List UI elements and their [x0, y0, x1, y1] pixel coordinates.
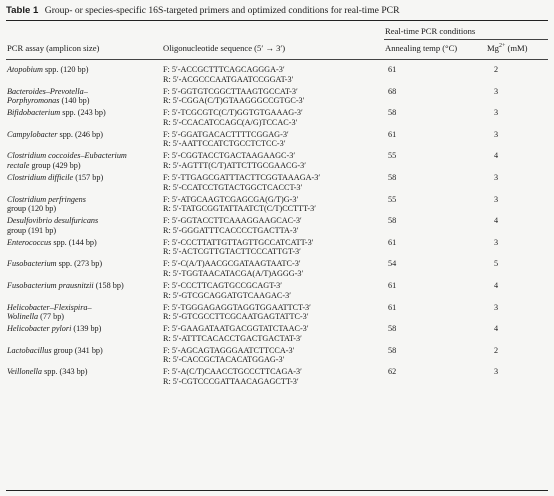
annealing-temp-cell: 54 — [388, 259, 397, 269]
assay-line — [7, 324, 101, 334]
assay-line — [7, 87, 89, 97]
sequence-cell — [163, 87, 304, 106]
mg-column-header: $Mg^{2+}$ (mM) — [487, 43, 528, 53]
organism-name: Helicobacter pylori — [7, 324, 72, 334]
amplicon-size: spp. (343 bp) — [42, 367, 88, 377]
forward-primer: F: 5′-CCCTTCAGTGCCGCAGT-3′ — [163, 280, 283, 290]
assay-cell — [7, 195, 86, 214]
reverse-primer: R: 5′-ACGCCCAATGAATCCGGAT-3′ — [163, 74, 294, 84]
mg-concentration-cell: 4 — [494, 216, 499, 226]
mg-concentration-cell: 3 — [494, 302, 499, 312]
table-caption — [6, 4, 548, 17]
amplicon-size: (77 bp) — [38, 312, 65, 322]
assay-cell — [7, 130, 103, 140]
amplicon-size: (139 bp) — [71, 324, 102, 334]
reverse-primer: R: 5′-TATGCGGTATTAATCT(C/T)CCTTT-3′ — [163, 204, 316, 214]
amplicon-size: spp. (273 bp) — [56, 259, 103, 269]
mg-concentration-cell: 4 — [494, 324, 499, 334]
sequence-cell — [163, 259, 303, 278]
table-row — [6, 281, 548, 303]
forward-primer: F: 5′-AGCAGTAGGGAATCTTCCA-3′ — [163, 345, 295, 355]
table-row — [6, 151, 548, 173]
table-row — [6, 173, 548, 195]
assay-line — [7, 259, 102, 269]
annealing-temp-cell: 58 — [388, 108, 397, 118]
annealing-temp-cell: 61 — [388, 302, 397, 312]
amplicon-size: group (191 bp) — [7, 225, 57, 235]
reverse-primer: R: 5′-GTCGCCTTCGCAATGAGTATTC-3′ — [163, 312, 309, 322]
mg-concentration-cell: 3 — [494, 129, 499, 139]
table-row — [6, 367, 548, 389]
table-row — [6, 259, 548, 281]
organism-name: Clostridium perfringens — [7, 194, 86, 204]
annealing-temp-cell: 61 — [388, 65, 397, 74]
sequence-cell — [163, 173, 320, 192]
bottom-rule — [6, 490, 548, 491]
assay-line — [7, 65, 88, 75]
annealing-temp-cell: 62 — [388, 367, 397, 377]
assay-cell — [7, 173, 103, 183]
assay-cell — [7, 65, 88, 75]
reverse-primer: R: 5′-TGGTAACATACGA(A/T)AGGG-3′ — [163, 268, 304, 278]
assay-line — [7, 173, 103, 183]
assay-cell — [7, 87, 89, 106]
mg-concentration-cell: 3 — [494, 237, 499, 247]
annealing-column-header: Annealing temp (°C) — [385, 43, 458, 53]
amplicon-size: spp. (120 bp) — [42, 65, 89, 74]
sequence-column-header: Oligonucleotide sequence (5′ → 3′) — [163, 43, 286, 53]
organism-name: Fusobacterium prausnitzii — [7, 280, 94, 290]
annealing-temp-cell: 55 — [388, 194, 397, 204]
annealing-temp-cell: 61 — [388, 237, 397, 247]
reverse-primer: R: 5′-ACTCGTTGTACTTCCCATTGT-3′ — [163, 247, 301, 257]
annealing-temp-cell: 58 — [388, 172, 397, 182]
reverse-primer: R: 5′-AGTTT(C/T)ATTCTTGCGAACG-3′ — [163, 160, 306, 170]
annealing-temp-cell: 61 — [388, 129, 397, 139]
assay-line — [7, 238, 97, 248]
sequence-cell — [163, 195, 316, 214]
assay-line — [7, 226, 98, 236]
sequence-cell — [163, 346, 294, 365]
reverse-primer: R: 5′-GTCGCAGGATGTCAAGAC-3′ — [163, 290, 291, 300]
forward-primer: F: 5′-TGGGAGAGGTAGGTGGAATTCT-3′ — [163, 302, 311, 312]
organism-name: Helicobacter–Flexispira– — [7, 302, 92, 312]
organism-name: Clostridium coccoides–Eubacterium — [7, 151, 127, 161]
table-row — [6, 216, 548, 238]
reverse-primer: R: 5′-CCATCCTGTACTGGCTCACCT-3′ — [163, 182, 303, 192]
table-row — [6, 324, 548, 346]
mg-concentration-cell: 3 — [494, 86, 499, 96]
sequence-cell — [163, 238, 313, 257]
mg-concentration-cell: 5 — [494, 259, 499, 269]
mg-concentration-cell: 3 — [494, 172, 499, 182]
reverse-primer: R: 5′-CCACATCCAGC(A/G)TCCAC-3′ — [163, 117, 298, 127]
forward-primer: F: 5′-GAAGATAATGACGGTATCTAAC-3′ — [163, 324, 309, 334]
table-label: Table 1 — [6, 5, 39, 16]
organism-name: Bifidobacterium — [7, 108, 61, 118]
assay-column-header: PCR assay (amplicon size) — [7, 43, 100, 53]
assay-cell — [7, 151, 127, 170]
assay-line — [7, 367, 88, 377]
organism-name: Bacteroides–Prevotella– — [7, 86, 88, 96]
amplicon-size: (140 bp) — [59, 96, 90, 106]
reverse-primer: R: 5′-GGGATTTCACCCCTGACTTA-3′ — [163, 225, 299, 235]
forward-primer: F: 5′-GGATGACACTTTTCGGAG-3′ — [163, 129, 289, 139]
sequence-cell — [163, 281, 291, 300]
forward-primer: F: 5′-C(A/T)AACGCGATAAGTAATC-3′ — [163, 259, 301, 269]
reverse-primer: R: 5′-ATTTCACACCTGACTGACTAT-3′ — [163, 333, 302, 343]
mg-concentration-cell: 2 — [494, 345, 499, 355]
annealing-temp-cell: 58 — [388, 216, 397, 226]
reverse-primer: R: 5′-CACCGCTACACATGGAG-3′ — [163, 355, 285, 365]
organism-name: rectale — [7, 160, 30, 170]
table-row — [6, 108, 548, 130]
reverse-primer: R: 5′-CGGA(C/T)GTAAGGGCCGTGC-3′ — [163, 96, 305, 106]
assay-line — [7, 96, 89, 106]
assay-cell — [7, 303, 92, 322]
table-row — [6, 87, 548, 109]
organism-name: Atopobium — [7, 65, 43, 74]
table-body — [6, 60, 548, 389]
sequence-cell — [163, 216, 302, 235]
forward-primer: F: 5′-A(C/T)CAACCTGCCCTTCAGA-3′ — [163, 367, 302, 377]
assay-cell — [7, 216, 98, 235]
organism-name: Enterococcus — [7, 237, 52, 247]
sequence-cell — [163, 65, 293, 84]
table-row — [6, 303, 548, 325]
organism-name: Campylobacter — [7, 129, 58, 139]
forward-primer: F: 5′-GGTGTCGGCTTAAGTGCCAT-3′ — [163, 86, 298, 96]
annealing-temp-cell: 58 — [388, 324, 397, 334]
assay-cell — [7, 346, 103, 356]
conditions-group-header: Real-time PCR conditions — [385, 26, 476, 36]
annealing-temp-cell: 61 — [388, 280, 397, 290]
forward-primer: F: 5′-TTGAGCGATTTACTTCGGTAAAGA-3′ — [163, 172, 321, 182]
annealing-temp-cell: 58 — [388, 345, 397, 355]
assay-line — [7, 216, 98, 226]
forward-primer: F: 5′-TCGCGTC(C/T)GGTGTGAAAG-3′ — [163, 108, 303, 118]
sequence-cell — [163, 367, 302, 386]
forward-primer: F: 5′-CGGTACCTGACTAAGAAGC-3′ — [163, 151, 296, 161]
assay-line — [7, 346, 103, 356]
sequence-cell — [163, 303, 311, 322]
amplicon-size: (158 bp) — [93, 280, 124, 290]
organism-name: Desulfovibrio desulfuricans — [7, 216, 99, 226]
organism-name: Lactobacillus — [7, 345, 52, 355]
table-row — [6, 195, 548, 217]
assay-line — [7, 303, 92, 313]
sequence-cell — [163, 108, 303, 127]
mg-concentration-cell: 3 — [494, 108, 499, 118]
assay-cell — [7, 108, 106, 118]
mg-concentration-cell: 4 — [494, 280, 499, 290]
assay-line — [7, 161, 127, 171]
assay-line — [7, 195, 86, 205]
table-title: Group- or species-specific 16S-targeted primers and optimized conditions for real-time PCR — [44, 5, 400, 16]
amplicon-size: spp. (243 bp) — [60, 108, 106, 118]
forward-primer: F: 5′-ATGCAAGTCGAGCGA(G/T)G-3′ — [163, 194, 299, 204]
sequence-cell — [163, 324, 309, 343]
reverse-primer: R: 5′-CGTCCCGATTAACAGAGCTT-3′ — [163, 376, 299, 386]
assay-cell — [7, 367, 88, 377]
amplicon-size: group (120 bp) — [7, 204, 57, 214]
organism-name: Wolinella — [7, 312, 39, 322]
assay-cell — [7, 324, 101, 334]
sequence-cell — [163, 151, 306, 170]
assay-line — [7, 312, 92, 322]
mg-concentration-cell: 3 — [494, 194, 499, 204]
assay-line — [7, 281, 124, 291]
assay-line — [7, 151, 127, 161]
assay-line — [7, 108, 106, 118]
organism-name: Fusobacterium — [7, 259, 57, 269]
assay-cell — [7, 238, 97, 248]
assay-cell — [7, 259, 102, 269]
reverse-primer: R: 5′-AATTCCATCTGCCTCTCC-3′ — [163, 139, 286, 149]
forward-primer: F: 5′-CCCTTATTGTTAGTTGCCATCATT-3′ — [163, 237, 314, 247]
amplicon-size: group (341 bp) — [51, 345, 103, 355]
mg-concentration-cell: 2 — [494, 65, 499, 74]
forward-primer: F: 5′-GGTACCTTCAAAGGAAGCAC-3′ — [163, 216, 302, 226]
assay-line — [7, 204, 86, 214]
sequence-cell — [163, 130, 289, 149]
assay-cell — [7, 281, 124, 291]
organism-name: Veillonella — [7, 367, 43, 377]
organism-name: Porphyromonas — [7, 96, 60, 106]
organism-name: Clostridium difficile — [7, 172, 74, 182]
amplicon-size: (157 bp) — [73, 172, 104, 182]
table-header — [6, 21, 548, 59]
table-row — [6, 346, 548, 368]
table-row — [6, 130, 548, 152]
table-row — [6, 65, 548, 87]
amplicon-size: spp. (246 bp) — [57, 129, 103, 139]
conditions-group-rule — [384, 39, 548, 40]
amplicon-size: spp. (144 bp) — [51, 237, 97, 247]
mg-concentration-cell: 4 — [494, 151, 499, 161]
forward-primer: F: 5′-ACCGCTTTCAGCAGGGA-3′ — [163, 65, 285, 74]
mg-concentration-cell: 3 — [494, 367, 499, 377]
annealing-temp-cell: 68 — [388, 86, 397, 96]
annealing-temp-cell: 55 — [388, 151, 397, 161]
table-row — [6, 238, 548, 260]
assay-line — [7, 130, 103, 140]
amplicon-size: group (429 bp) — [29, 160, 81, 170]
